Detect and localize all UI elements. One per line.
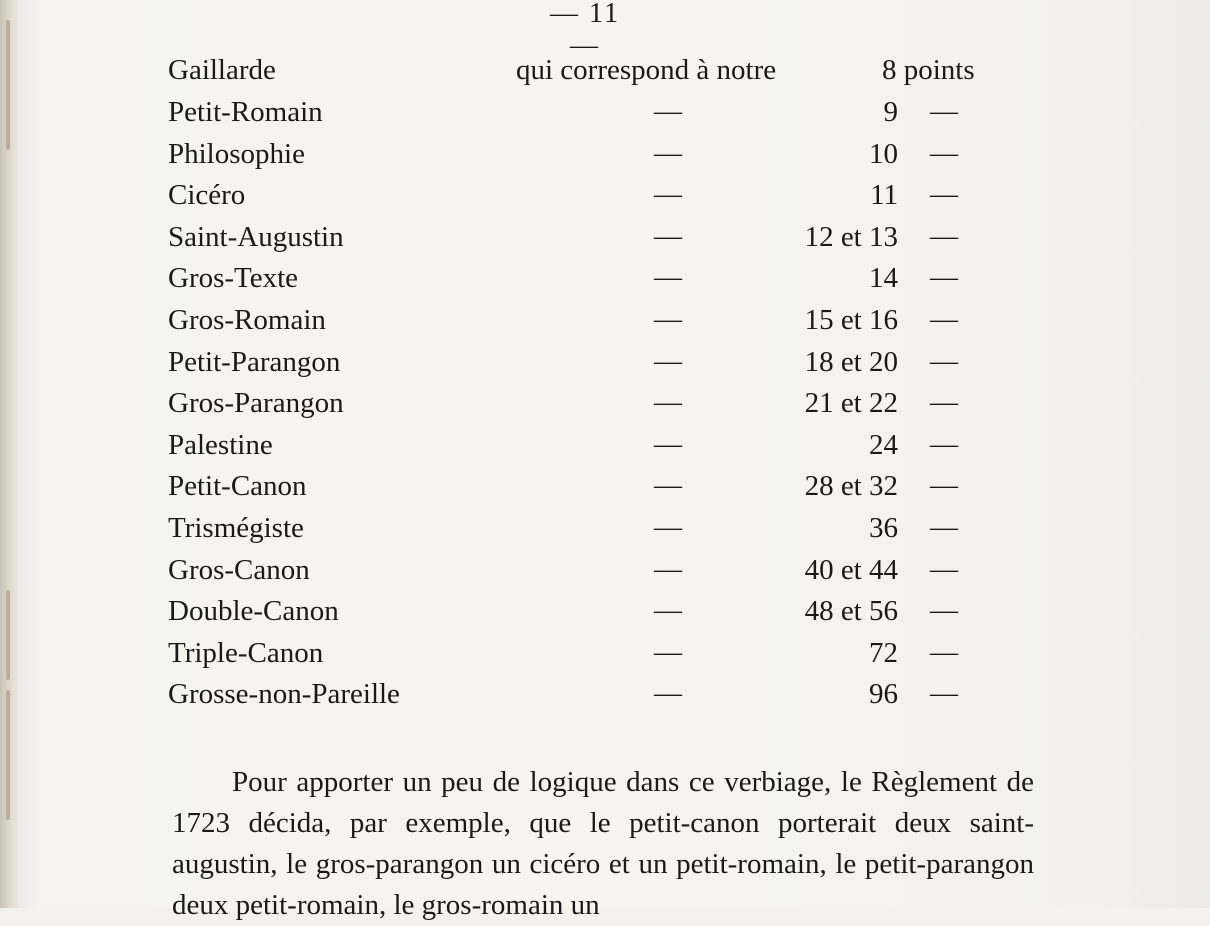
table-row — [0, 508, 1210, 548]
points-value: 8 points — [882, 54, 975, 86]
ditto-dash: — — [654, 387, 682, 419]
table-row — [0, 217, 1210, 257]
ditto-dash: — — [930, 179, 958, 211]
ditto-dash: — — [930, 595, 958, 627]
table-row — [0, 633, 1210, 673]
ditto-dash: — — [930, 553, 958, 585]
ditto-dash: — — [930, 470, 958, 502]
ditto-dash: — — [930, 137, 958, 169]
type-name: Petit-Canon — [168, 470, 307, 503]
points-value: 15 et 16 — [804, 304, 898, 336]
points-value: 18 et 20 — [804, 345, 898, 378]
ditto-dash: — — [654, 512, 682, 543]
ditto-dash: — — [930, 387, 958, 419]
points-value: 24 — [869, 428, 898, 461]
ditto-dash: — — [930, 220, 958, 252]
points-value: 12 et 13 — [804, 220, 898, 253]
type-name: Gros-Parangon — [168, 387, 344, 420]
table-row — [0, 591, 1210, 631]
ditto-dash: — — [930, 678, 958, 710]
points-value: 28 et 32 — [804, 470, 898, 503]
table-row — [0, 342, 1210, 382]
points-value: 36 — [869, 512, 898, 544]
type-name: Double-Canon — [168, 595, 339, 628]
type-name: Cicéro — [168, 179, 246, 212]
ditto-dash: — — [930, 262, 958, 294]
ditto-dash: — — [654, 428, 682, 460]
type-name: Palestine — [168, 428, 273, 461]
ditto-dash: — — [930, 304, 958, 335]
type-name: Gros-Canon — [168, 553, 310, 586]
ditto-dash: — — [654, 595, 682, 627]
ditto-dash: — — [654, 553, 682, 585]
ditto-dash: — — [654, 220, 682, 252]
type-name: Triple-Canon — [168, 636, 324, 669]
type-name: Petit-Romain — [168, 96, 323, 128]
ditto-dash: — — [930, 636, 958, 668]
ditto-dash: — — [654, 179, 682, 211]
points-value: 14 — [869, 262, 898, 295]
points-value: 9 — [883, 96, 898, 128]
ditto-dash: — — [654, 678, 682, 710]
ditto-dash: — — [654, 636, 682, 668]
table-row — [0, 175, 1210, 215]
ditto-dash: — — [654, 262, 682, 294]
table-row — [0, 92, 1210, 132]
table-row — [0, 466, 1210, 506]
points-value: 10 — [869, 137, 898, 170]
table-row — [0, 258, 1210, 298]
type-name: Gros-Texte — [168, 262, 299, 295]
type-name: Gaillarde — [168, 54, 276, 86]
ditto-dash: — — [930, 512, 958, 543]
ditto-dash: — — [930, 345, 958, 377]
points-value: 96 — [869, 678, 898, 711]
ditto-dash: — — [930, 428, 958, 460]
type-name: Philosophie — [168, 137, 305, 170]
points-value: 72 — [869, 636, 898, 669]
table-row — [0, 550, 1210, 590]
paragraph-text: Pour apporter un peu de logique dans ce verbiage, le Règlement de 1723 décida, par exemple, que le petit-canon porterait deux saint-augustin, le gros-parangon un cicéro et un petit-romain, le petit-parangon deux petit-romain, le gros-romain un — [172, 766, 1034, 921]
ditto-dash: — — [654, 345, 682, 377]
type-name: Gros-Romain — [168, 304, 326, 336]
type-name: Saint-Augustin — [168, 220, 344, 253]
ditto-dash: — — [654, 304, 682, 335]
table-row — [0, 425, 1210, 465]
ditto-dash: — — [930, 96, 958, 127]
table-row — [0, 383, 1210, 423]
type-name: Trismégiste — [168, 512, 304, 544]
type-name: Petit-Parangon — [168, 345, 341, 378]
table-row — [0, 134, 1210, 174]
points-value: 48 et 56 — [804, 595, 898, 628]
type-name: Grosse-non-Pareille — [168, 678, 400, 711]
page-number: — 11 — — [550, 0, 620, 61]
body-paragraph — [172, 762, 1034, 926]
relation-text: qui correspond à notre — [516, 54, 777, 86]
ditto-dash: — — [654, 96, 682, 127]
points-value: 40 et 44 — [804, 553, 898, 586]
table-header-row — [0, 50, 1210, 90]
points-value: 11 — [870, 179, 898, 212]
table-row — [0, 674, 1210, 714]
ditto-dash: — — [654, 137, 682, 169]
ditto-dash: — — [654, 470, 682, 502]
points-value: 21 et 22 — [804, 387, 898, 420]
table-row — [0, 300, 1210, 340]
